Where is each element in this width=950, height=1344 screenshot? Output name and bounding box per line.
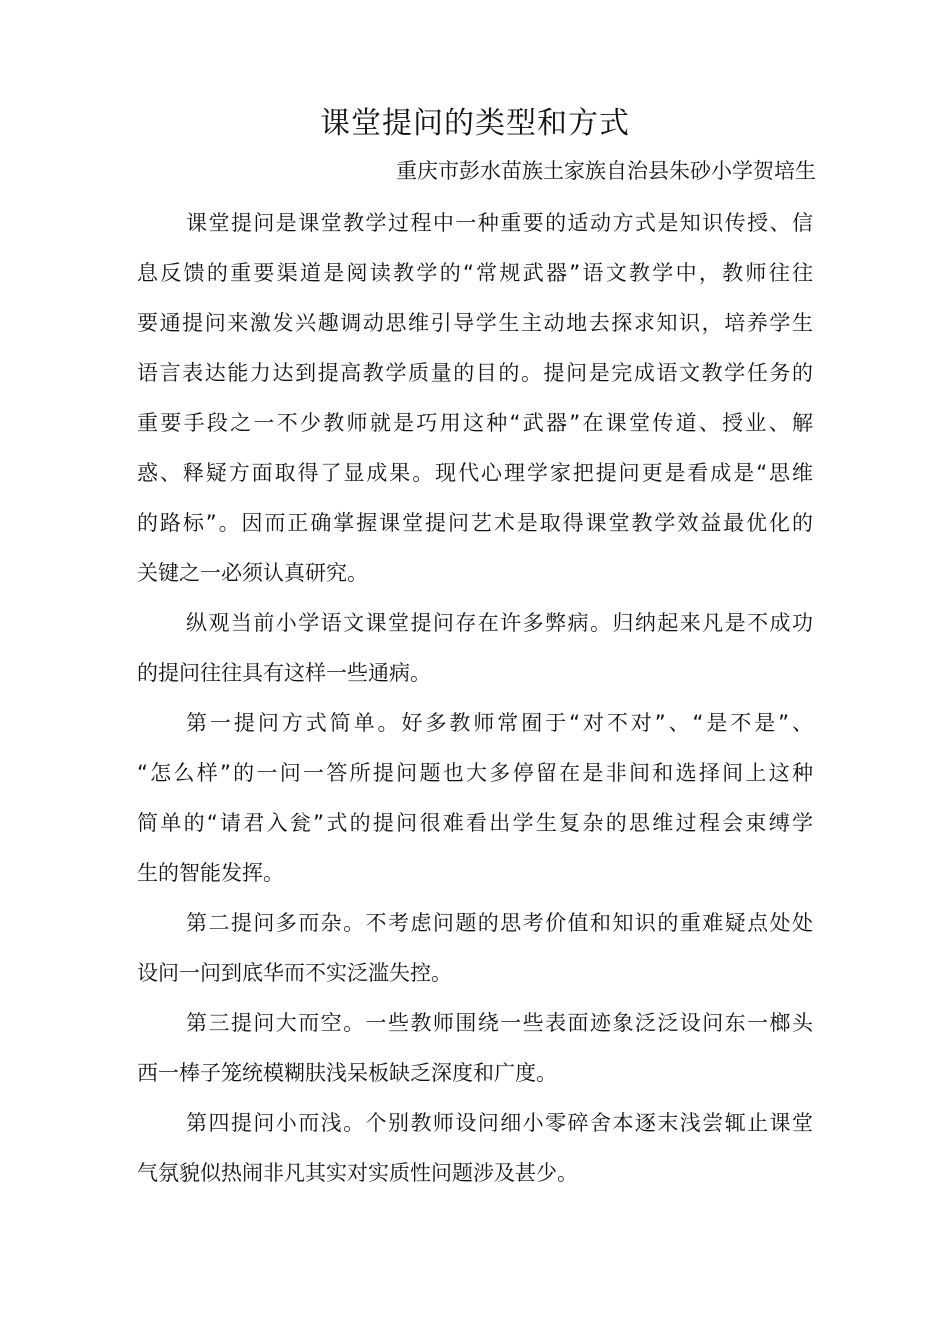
paragraph-line: 纵观当前小学语文课堂提问存在许多弊病。归纳起来凡是不成功	[186, 611, 813, 635]
paragraph-line: 气氛貌似热闹非凡其实对实质性问题涉及甚少。	[137, 1161, 578, 1185]
paragraph-line: 西一棒子笼统模糊肤浅呆板缺乏深度和广度。	[137, 1061, 557, 1085]
paragraph-line: 息反馈的重要渠道是阅读教学的“常规武器”语文教学中，教师往往	[137, 261, 813, 285]
author-line: 重庆市彭水苗族土家族自治县朱砂小学贺培生	[396, 159, 816, 183]
paragraph-line: 课堂提问是课堂教学过程中一种重要的适动方式是知识传授、信	[186, 211, 813, 235]
paragraph-line: 生的智能发挥。	[137, 861, 284, 885]
paragraph-line: 关键之一必须认真研究。	[137, 561, 368, 585]
paragraph-line: 第二提问多而杂。不考虑问题的思考价值和知识的重难疑点处处	[186, 911, 813, 935]
paragraph-line: 第四提问小而浅。个别教师设问细小零碎舍本逐末浅尝辄止课堂	[186, 1111, 813, 1135]
paragraph-line: “怎么样”的一问一答所提问题也大多停留在是非间和选择间上这种	[137, 761, 813, 785]
paragraph-line: 第一提问方式简单。好多教师常囿于“对不对”、“是不是”、	[186, 711, 813, 735]
paragraph-line: 惑、释疑方面取得了显成果。现代心理学家把提问更是看成是“思维	[137, 461, 813, 485]
paragraph-line: 设问一问到底华而不实泛滥失控。	[137, 961, 452, 985]
paragraph-line: 重要手段之一不少教师就是巧用这种“武器”在课堂传道、授业、解	[137, 411, 813, 435]
paragraph-line: 第三提问大而空。一些教师围绕一些表面迹象泛泛设问东一榔头	[186, 1011, 813, 1035]
paragraph-line: 语言表达能力达到提高教学质量的目的。提问是完成语文教学任务的	[137, 361, 813, 385]
paragraph-line: 的提问往往具有这样一些通病。	[137, 661, 431, 685]
paragraph-line: 要通提问来激发兴趣调动思维引导学生主动地去探求知识，培养学生	[137, 311, 813, 335]
paragraph-line: 的路标”。因而正确掌握课堂提问艺术是取得课堂教学效益最优化的	[137, 511, 813, 535]
paragraph-line: 简单的“请君入瓮”式的提问很难看出学生复杂的思维过程会束缚学	[137, 811, 813, 835]
document-title: 课堂提问的类型和方式	[320, 106, 630, 141]
